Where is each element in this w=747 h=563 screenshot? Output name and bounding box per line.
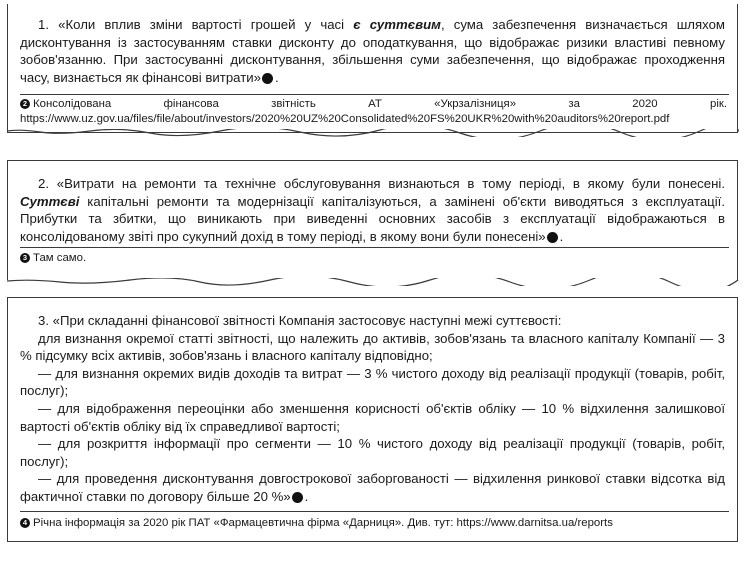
footnote-3 <box>20 251 727 266</box>
list-item: для визнання окремої статті звітності, що належить до активів, зобов'язань та власного капіталу Компанії — 3 % підсумку всіх активів, зобов'язань і власного капіталу відповідно; <box>20 330 725 364</box>
quote-2-number: 2. <box>38 176 49 191</box>
quote-1-emphasis: є суттєвим <box>353 17 441 32</box>
footnote-2 <box>20 97 727 127</box>
footnote-3-text: Там само. <box>33 252 87 264</box>
footnote-4-text: Річна інформація за 2020 рік ПАТ «Фармацевтична фірма «Дарниця». Див. тут: https://www.darnitsa.ua/reports <box>33 517 613 529</box>
torn-edge-2 <box>0 278 747 286</box>
list-item: — для розкриття інформації про сегменти — 10 % чистого доходу від реалізації продукції (товарів, робіт, послуг); <box>20 436 725 469</box>
footnote-divider-2 <box>20 247 729 248</box>
footnote-divider-1 <box>20 94 729 95</box>
footnote-ref-3[interactable]: 3 <box>547 232 558 243</box>
quote-2-emphasis: Суттєві <box>20 193 80 209</box>
quote-3-text <box>8 312 737 506</box>
quote-box-1 <box>7 4 738 133</box>
quote-1-number: 1. <box>38 17 49 32</box>
torn-edge-1 <box>0 129 747 137</box>
quote-box-2 <box>7 160 738 280</box>
footnote-2-text: Консолідована фінансова звітність АТ «Укрзалізниця» за 2020 рік. https://www.uz.gov.ua/files/file/about/investors/2020%20UZ%20Consolidated%20FS%20UKR%20with%20auditors%20report.pdf <box>20 98 727 125</box>
quote-2-text: 2. «Витрати на ремонти та технічне обслуговування визнаються в тому періоді, в якому були понесені. Суттєві капітальні ремонти та модернізації капіталізуються, а замінені об'єкти виводяться з експлуатації. Прибутки та збитки, що виникають при виведенні основних засобів з експлуатації відображаються в консолідованому звіті про сукупний дохід в тому періоді, в якому вони були понесені» 3. <box>20 176 725 244</box>
footnote-marker-3: 3 <box>20 253 30 263</box>
footnote-ref-4[interactable]: 4 <box>292 492 303 503</box>
quote-3-intro: 3. «При складанні фінансової звітності Компанія застосовує наступні межі суттєвості: <box>38 313 562 328</box>
quote-3-number: 3. <box>38 313 49 328</box>
footnote-marker-4: 4 <box>20 518 30 528</box>
list-item: — для визнання окремих видів доходів та витрат — 3 % чистого доходу від реалізації продукції (товарів, робіт, послуг); <box>20 365 725 399</box>
footnote-ref-2[interactable]: 2 <box>262 73 273 84</box>
footnote-4 <box>20 516 727 531</box>
quote-box-3 <box>7 297 738 542</box>
footnote-divider-3 <box>20 511 729 512</box>
list-item: — для проведення дисконтування довгострокової заборгованості — відхилення ринкової ставки відсотка від фактичної ставки по договору більше 20 %» 4. <box>20 471 725 504</box>
list-item: — для відображення переоцінки або зменшення корисності об'єктів обліку — 10 % відхилення залишкової вартості об'єктів обліку від їх справедливої вартості; <box>20 400 725 434</box>
quote-1-text: 1. «Коли вплив зміни вартості грошей у часі є суттєвим, сума забезпечення визначається шляхом дисконтування із застосуванням ставки дисконту до оподаткування, що відображає ризики властиві певному зобов'язанню. При застосуванні дисконтування, збільшення суми забезпечення, що відображає проходження часу, визнається як фінансові витрати» 2. <box>20 17 725 85</box>
footnote-marker-2: 2 <box>20 99 30 109</box>
